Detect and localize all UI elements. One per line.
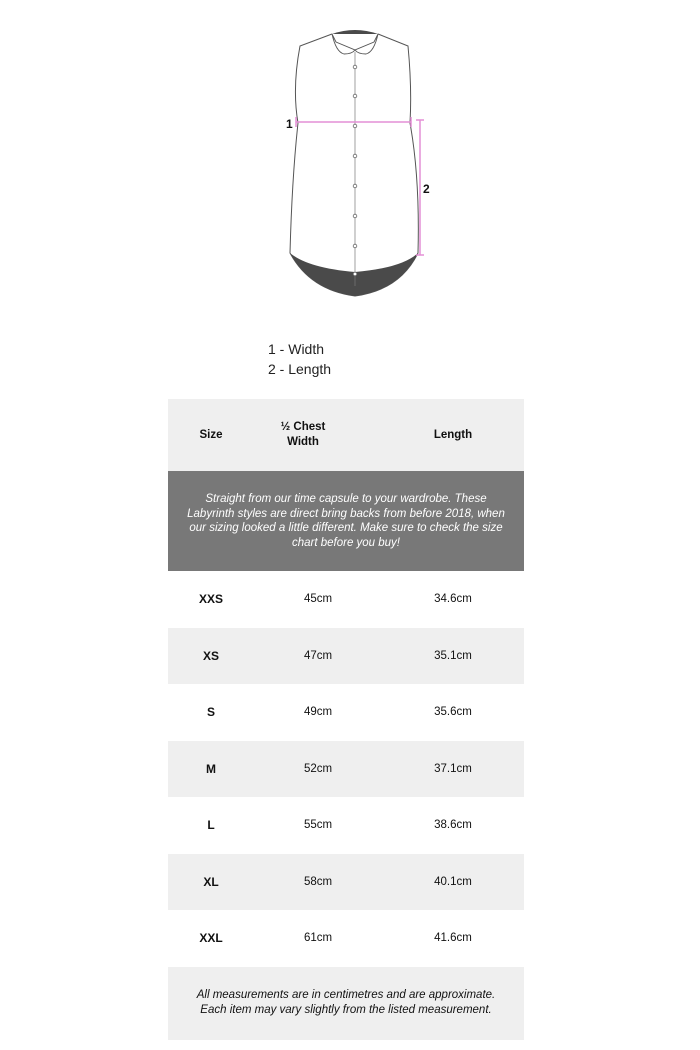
- length-cell: 37.1cm: [434, 762, 472, 775]
- button: [353, 244, 357, 248]
- size-cell: XL: [203, 874, 219, 889]
- chest-cell: 45cm: [303, 593, 333, 606]
- size-chart-table: [168, 399, 524, 1040]
- length-cell: 35.6cm: [434, 706, 472, 719]
- chest-cell: 58cm: [303, 875, 333, 888]
- length-cell: 38.6cm: [434, 819, 472, 832]
- sleeveless-shirt-illustration: [270, 28, 450, 303]
- chest-cell: 49cm: [303, 706, 333, 719]
- measurement-disclaimer: All measurements are in centimetres and are approximate. Each item may vary slightly from the listed measurement.: [168, 967, 524, 1040]
- header-size: Size: [199, 428, 223, 441]
- header-chest-width-label: ½ Chest Width: [280, 421, 326, 448]
- button: [353, 154, 357, 158]
- marker-2: 2: [423, 182, 430, 196]
- table-header-row: [168, 399, 524, 471]
- length-cell: 34.6cm: [434, 593, 472, 606]
- length-cell: 41.6cm: [434, 932, 472, 945]
- button: [353, 124, 357, 128]
- chest-cell: 61cm: [303, 932, 333, 945]
- garment-diagram: [270, 28, 450, 303]
- table-row: [168, 910, 524, 967]
- sizing-note: Straight from our time capsule to your wardrobe. These Labyrinth styles are direct bring backs from before 2018, when our sizing looked a little different. Make sure to check the size chart before you buy!: [168, 471, 524, 571]
- size-cell: XXS: [198, 592, 223, 607]
- size-cell: S: [206, 705, 215, 720]
- button: [353, 94, 357, 98]
- chest-cell: 52cm: [303, 762, 333, 775]
- table-row: [168, 797, 524, 854]
- table-row: [168, 571, 524, 628]
- chest-cell: 47cm: [303, 649, 333, 662]
- table-row: [168, 854, 524, 911]
- measurement-legend: [268, 339, 331, 379]
- button: [353, 184, 357, 188]
- header-chest-width: [254, 420, 382, 450]
- size-cell: XS: [202, 648, 219, 663]
- size-cell: XXL: [199, 931, 223, 946]
- chest-cell: 55cm: [303, 819, 333, 832]
- legend-item-width: 1 - Width: [268, 341, 325, 357]
- marker-1: 1: [286, 117, 293, 131]
- length-cell: 35.1cm: [434, 649, 472, 662]
- size-cell: L: [207, 818, 215, 833]
- button: [353, 214, 357, 218]
- table-row: [168, 628, 524, 685]
- button: [353, 272, 357, 276]
- legend-item-length: 2 - Length: [268, 361, 332, 377]
- table-row: [168, 684, 524, 741]
- size-cell: M: [206, 761, 216, 776]
- shirt-body: [290, 34, 418, 296]
- header-length: Length: [433, 428, 473, 441]
- length-cell: 40.1cm: [434, 875, 472, 888]
- table-row: [168, 741, 524, 798]
- button: [353, 65, 357, 69]
